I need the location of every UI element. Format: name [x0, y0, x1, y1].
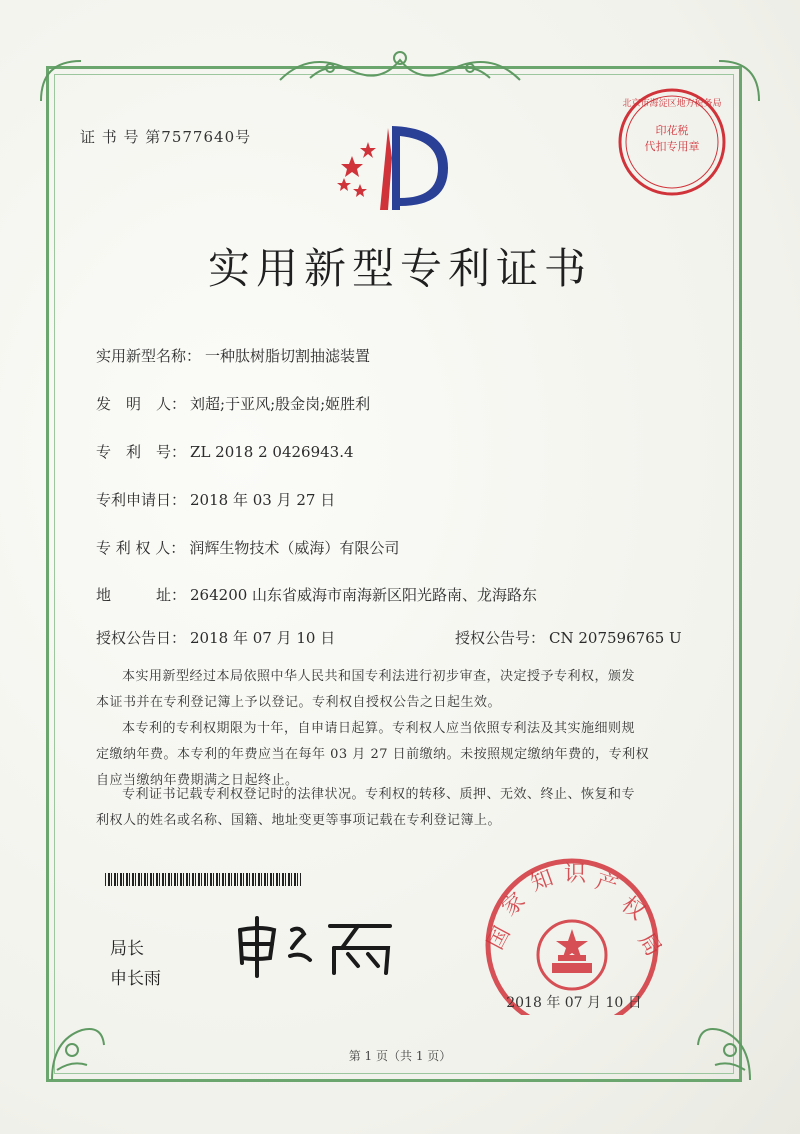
svg-text:知: 知 [527, 865, 557, 897]
field-inventor [96, 393, 370, 414]
national-ip-office-seal-icon [472, 855, 672, 1015]
field-grant-date [96, 627, 335, 648]
paragraph-line: 利权人的姓名或名称、国籍、地址变更等事项记载在专利登记簿上。 [96, 813, 502, 828]
tax-stamp-seal-icon [612, 82, 732, 202]
corner-ornament-top-left-icon [36, 56, 86, 106]
field-value: 2018 年 07 月 10 日 [190, 629, 336, 647]
paragraph-line: 本专利的专利权期限为十年，自申请日起算。专利权人应当依照专利法及其实施细则规 [122, 721, 636, 736]
barcode [105, 873, 301, 886]
field-value: 2018 年 03 月 27 日 [190, 491, 336, 509]
director-signature-icon [230, 908, 410, 978]
field-value: CN 207596765 U [549, 629, 682, 647]
svg-text:印花税: 印花税 [655, 124, 689, 137]
svg-text:权: 权 [616, 892, 650, 926]
svg-text:代扣专用章: 代扣专用章 [644, 140, 700, 153]
paragraph-line: 自应当缴纳年费期满之日起终止。 [96, 773, 299, 788]
field-patent-number [96, 441, 354, 462]
field-value: 刘超;于亚风;殷金岗;姬胜利 [190, 395, 371, 413]
svg-text:识: 识 [564, 862, 587, 887]
paragraph-line: 专利证书记载专利权登记时的法律状况。专利权的转移、质押、无效、终止、恢复和专 [122, 787, 636, 802]
field-value: ZL 2018 2 0426943.4 [190, 443, 354, 461]
field-grant-number [455, 627, 682, 648]
svg-text:北京市海淀区地方税务局: 北京市海淀区地方税务局 [622, 99, 722, 109]
field-label: 专利申请日： [96, 491, 187, 509]
field-label: 专 利 权 人： [96, 539, 186, 557]
seal-date: 2018 年 07 月 10 日 [506, 995, 642, 1011]
patent-office-logo-icon [330, 118, 460, 218]
svg-text:产: 产 [592, 868, 621, 900]
certificate-title: 实用新型专利证书 [207, 244, 592, 293]
field-label: 授权公告日： [96, 629, 187, 647]
page-footer: 第 1 页（共 1 页） [348, 1049, 452, 1063]
field-label: 实用新型名称： [96, 347, 202, 365]
field-label: 发 明 人： [96, 395, 187, 413]
paragraph-grant-notice [96, 664, 696, 716]
svg-text:国: 国 [483, 922, 516, 954]
director-name: 申长雨 [110, 969, 161, 989]
field-label: 地 址： [96, 586, 187, 604]
field-patentee [96, 537, 399, 558]
field-value: 一种肽树脂切割抽滤装置 [205, 347, 371, 365]
svg-text:局: 局 [632, 928, 666, 961]
paragraph-line: 定缴纳年费。本专利的年费应当在每年 03 月 27 日前缴纳。未按照规定缴纳年费的，专利权 [96, 747, 650, 762]
field-utility-model-name [96, 345, 370, 366]
field-value: 264200 山东省威海市南海新区阳光路南、龙海路东 [190, 586, 538, 604]
paragraph-line: 本实用新型经过本局依照中华人民共和国专利法进行初步审查，决定授予专利权，颁发 [122, 669, 636, 684]
svg-text:家: 家 [497, 888, 531, 922]
field-label: 专 利 号： [96, 443, 187, 461]
field-value: 润辉生物技术（威海）有限公司 [189, 539, 400, 557]
field-label: 授权公告号： [455, 629, 546, 647]
paragraph-register-notice [96, 782, 696, 834]
top-ornament-icon [270, 40, 530, 90]
director-title: 局长 [110, 939, 144, 959]
field-filing-date [96, 489, 335, 510]
paragraph-line: 本证书并在专利登记簿上予以登记。专利权自授权公告之日起生效。 [96, 695, 502, 710]
certificate-number: 证 书 号 第7577640号 [80, 128, 252, 146]
field-address [96, 584, 537, 605]
